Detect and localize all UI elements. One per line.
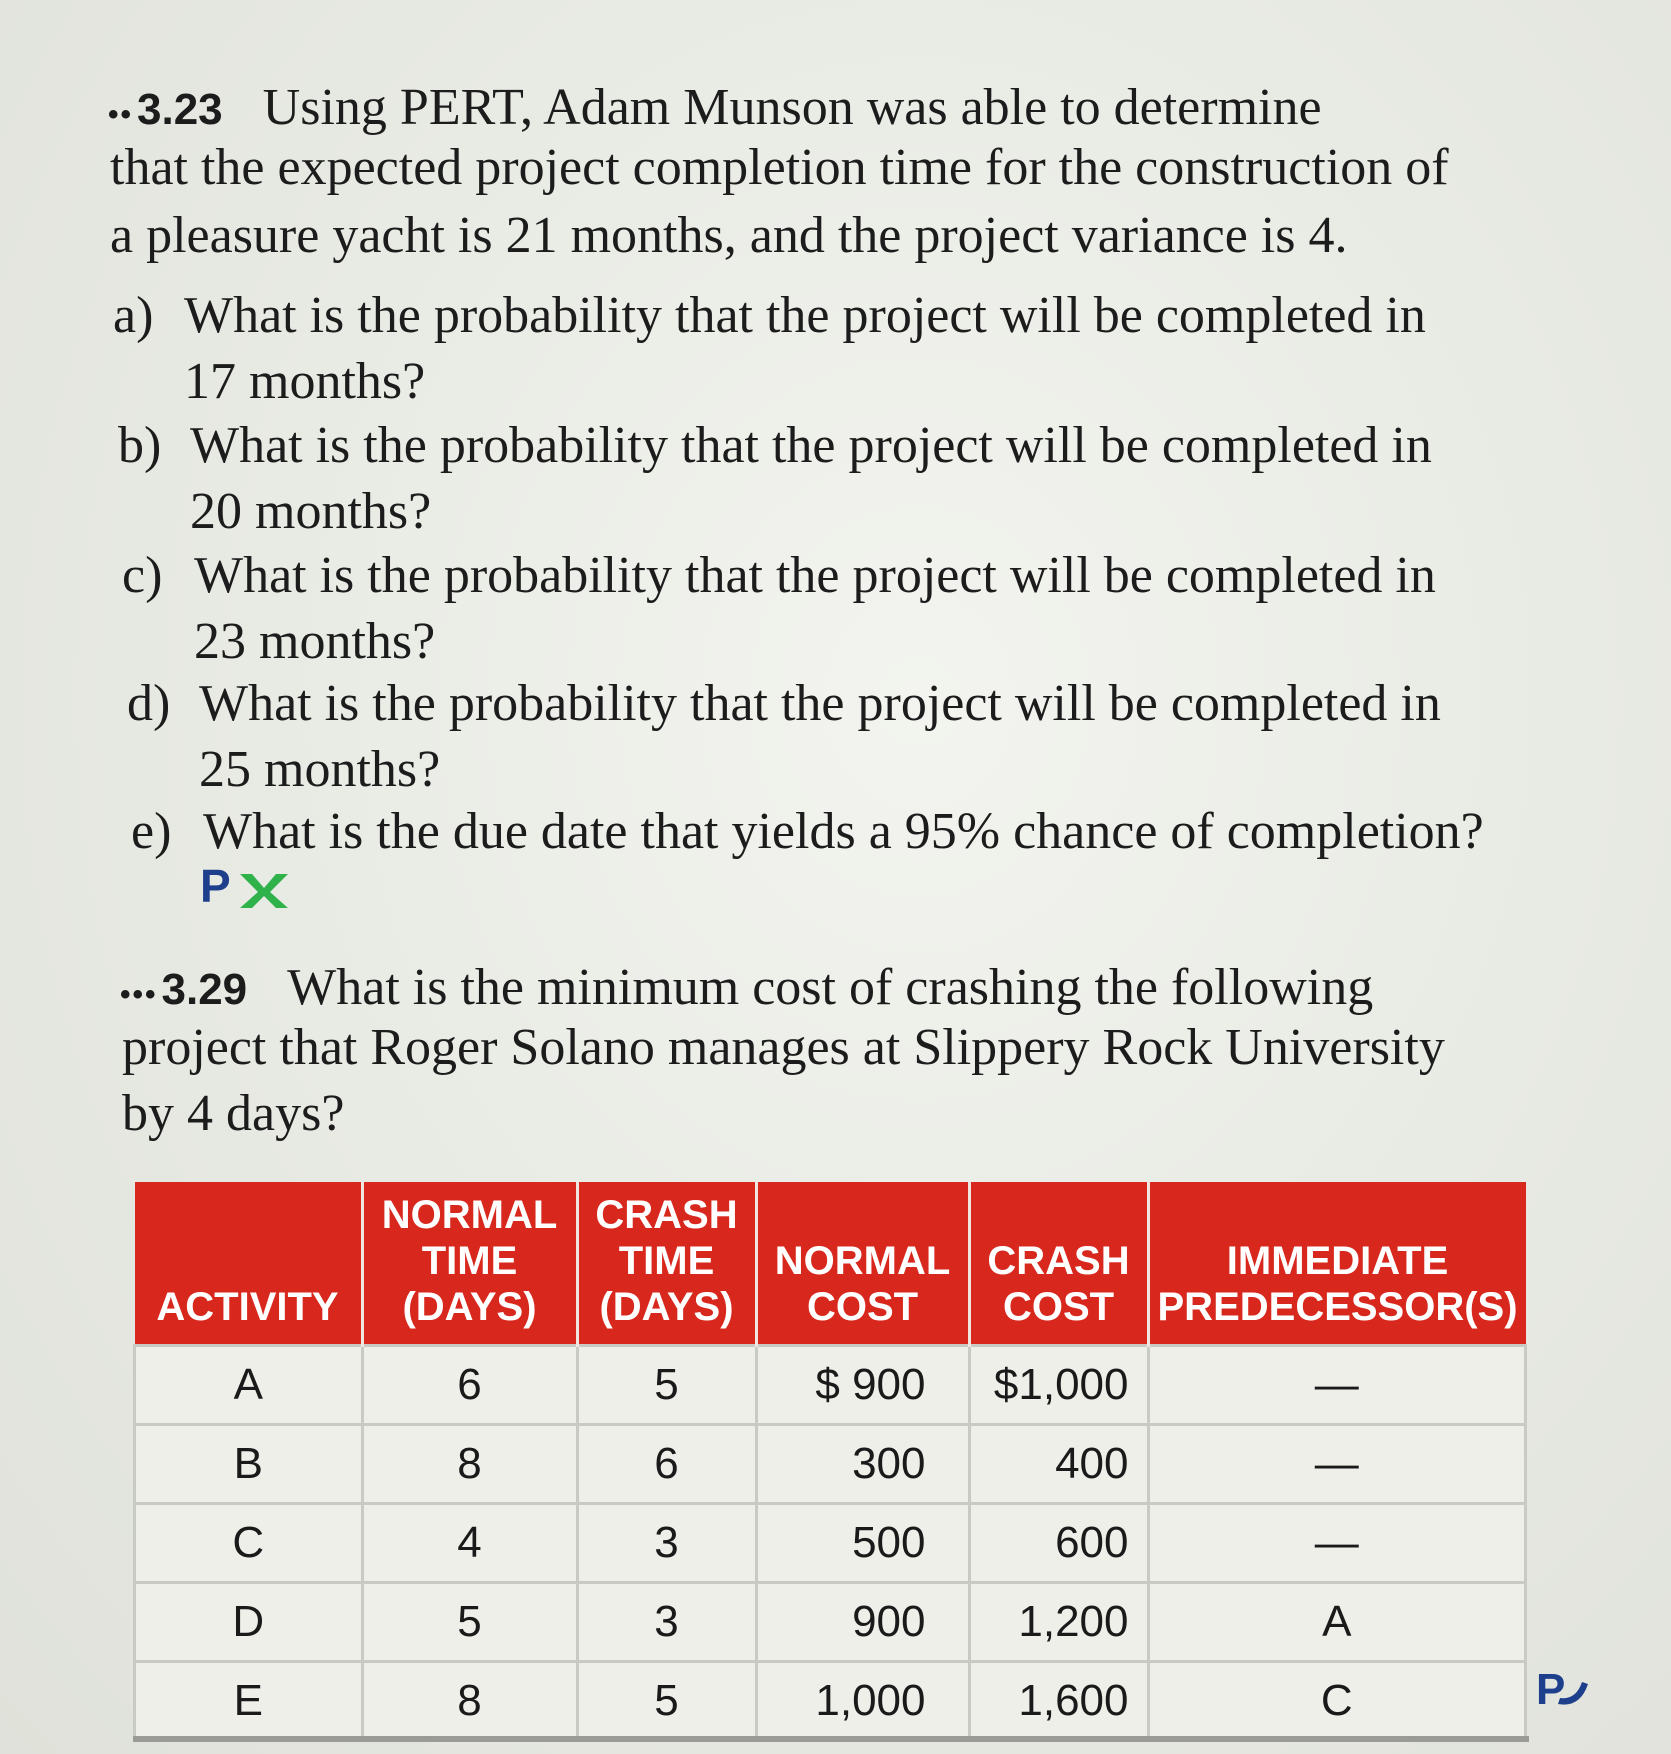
cell-crash-cost: 1,200 xyxy=(969,1583,1148,1662)
cell-normal-cost: 900 xyxy=(756,1583,969,1662)
problem-text-line: that the expected project completion time for the construction of xyxy=(110,139,1449,196)
crashing-data-table xyxy=(133,1182,1527,1742)
col-header-normal-time: NORMAL TIME (DAYS) xyxy=(362,1182,577,1346)
cell-crash-cost: 1,600 xyxy=(969,1662,1148,1741)
cell-predecessor: A xyxy=(1148,1583,1526,1662)
cell-predecessor: C xyxy=(1148,1662,1526,1741)
px-badge-icon xyxy=(200,862,292,908)
col-header-immediate-predecessors: IMMEDIATE PREDECESSOR(S) xyxy=(1148,1182,1526,1346)
question-text: What is the probability that the project will be completed in xyxy=(190,417,1432,474)
cell-normal-cost: 1,000 xyxy=(756,1662,969,1741)
cell-activity: E xyxy=(135,1662,363,1741)
question-text: 25 months? xyxy=(199,741,441,798)
table-row xyxy=(135,1425,1526,1504)
problem-number: 3.23 xyxy=(137,85,223,134)
table-row xyxy=(135,1346,1526,1425)
question-text: What is the probability that the project will be completed in xyxy=(199,675,1441,732)
table-bottom-rule xyxy=(133,1736,1529,1742)
col-header-activity: ACTIVITY xyxy=(135,1182,363,1346)
col-header-crash-cost: CRASH COST xyxy=(969,1182,1148,1346)
cell-normal-time: 6 xyxy=(362,1346,577,1425)
problem-3-29-heading xyxy=(120,958,1373,1017)
cell-activity: A xyxy=(135,1346,363,1425)
problem-text-line: project that Roger Solano manages at Slippery Rock University xyxy=(122,1019,1445,1076)
cell-crash-time: 3 xyxy=(577,1504,756,1583)
col-header-normal-cost: NORMAL COST xyxy=(756,1182,969,1346)
cell-crash-time: 6 xyxy=(577,1425,756,1504)
cell-crash-time: 5 xyxy=(577,1662,756,1741)
question-text: 20 months? xyxy=(190,483,432,540)
question-text: 17 months? xyxy=(184,353,426,410)
table-row xyxy=(135,1662,1526,1741)
difficulty-dots: ••• xyxy=(120,978,158,1011)
cell-crash-time: 5 xyxy=(577,1346,756,1425)
question-label: e) xyxy=(131,803,172,860)
difficulty-dots: •• xyxy=(108,98,134,131)
cell-normal-time: 8 xyxy=(362,1662,577,1741)
col-header-crash-time: CRASH TIME (DAYS) xyxy=(577,1182,756,1346)
cell-normal-cost: 300 xyxy=(756,1425,969,1504)
question-label: a) xyxy=(113,287,154,344)
problem-number: 3.29 xyxy=(161,965,248,1014)
p-badge-icon xyxy=(1536,1664,1592,1712)
question-label: d) xyxy=(127,675,171,732)
table-row xyxy=(135,1504,1526,1583)
question-text: What is the probability that the project will be completed in xyxy=(184,287,1426,344)
problem-text-line: by 4 days? xyxy=(122,1085,345,1142)
cell-activity: D xyxy=(135,1583,363,1662)
px-badge-x-shape xyxy=(240,874,288,908)
cell-normal-time: 5 xyxy=(362,1583,577,1662)
problem-text-line: What is the minimum cost of crashing the following xyxy=(287,959,1374,1016)
cell-normal-cost: 500 xyxy=(756,1504,969,1583)
px-badge-letter-p: P xyxy=(200,862,231,908)
cell-normal-time: 4 xyxy=(362,1504,577,1583)
cell-predecessor: — xyxy=(1148,1504,1526,1583)
question-text: What is the probability that the project will be completed in xyxy=(194,547,1436,604)
table-row xyxy=(135,1583,1526,1662)
question-text: What is the due date that yields a 95% chance of completion? xyxy=(203,803,1484,860)
cell-crash-time: 3 xyxy=(577,1583,756,1662)
problem-text-line: Using PERT, Adam Munson was able to determine xyxy=(262,79,1322,136)
cell-crash-cost: 600 xyxy=(969,1504,1148,1583)
cell-activity: C xyxy=(135,1504,363,1583)
problem-text-line: a pleasure yacht is 21 months, and the project variance is 4. xyxy=(110,207,1348,264)
cell-normal-cost: $ 900 xyxy=(756,1346,969,1425)
cell-crash-cost: $1,000 xyxy=(969,1346,1148,1425)
cell-activity: B xyxy=(135,1425,363,1504)
cell-normal-time: 8 xyxy=(362,1425,577,1504)
cell-predecessor: — xyxy=(1148,1346,1526,1425)
p-badge-letter: P xyxy=(1536,1665,1566,1712)
question-text: 23 months? xyxy=(194,613,436,670)
problem-3-23-heading xyxy=(108,78,1322,137)
question-label: c) xyxy=(122,547,163,604)
cell-crash-cost: 400 xyxy=(969,1425,1148,1504)
question-label: b) xyxy=(118,417,162,474)
table-header-row xyxy=(135,1182,1526,1346)
cell-predecessor: — xyxy=(1148,1425,1526,1504)
